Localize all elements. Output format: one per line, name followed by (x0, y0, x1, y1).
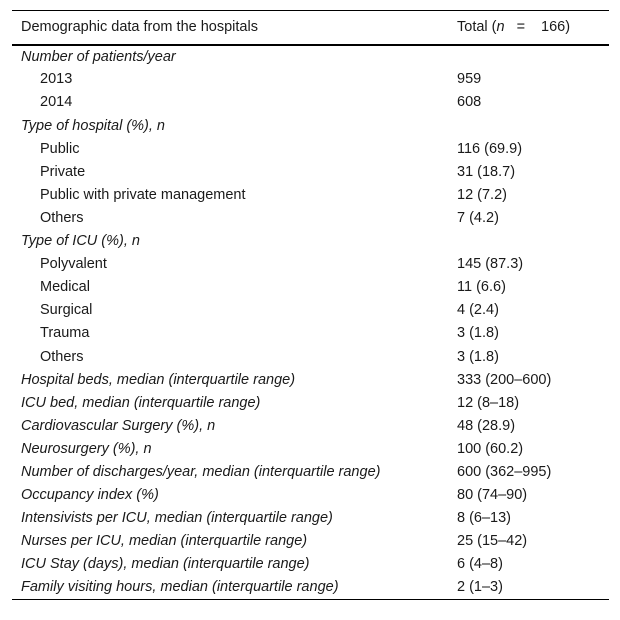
table-row (12, 576, 609, 599)
header-row (12, 11, 609, 46)
row-sublabel: Others (40, 209, 84, 226)
row-sublabel: Public (40, 140, 80, 157)
row-value: 608 (457, 94, 482, 111)
table-row (12, 553, 609, 576)
row-label: Nurses per ICU, median (interquartile range) (21, 533, 308, 550)
row-value: 80 (74–90) (457, 487, 528, 504)
row-value: 2 (1–3) (457, 579, 503, 596)
row-value: 6 (4–8) (457, 556, 503, 573)
row-value: 4 (2.4) (457, 302, 499, 319)
demographics-table-container (12, 10, 609, 600)
demographics-table (12, 10, 609, 600)
table-row (12, 322, 609, 345)
row-value: 145 (87.3) (457, 256, 524, 273)
table-row (12, 415, 609, 438)
table-body (12, 45, 609, 599)
row-sublabel: Private (40, 163, 86, 180)
row-value: 48 (28.9) (457, 417, 516, 434)
table-row (12, 137, 609, 160)
table-row (12, 530, 609, 553)
table-row (12, 45, 609, 68)
row-sublabel: Surgical (40, 302, 93, 319)
row-value (457, 45, 609, 68)
row-label: ICU Stay (days), median (interquartile range) (21, 556, 310, 573)
row-value: 959 (457, 71, 482, 88)
table-row (12, 368, 609, 391)
table-row (12, 299, 609, 322)
row-label: Type of ICU (%), n (21, 233, 140, 250)
row-value: 116 (69.9) (457, 140, 523, 157)
row-value: 25 (15–42) (457, 533, 528, 550)
row-label: Number of discharges/year, median (interquartile range) (21, 463, 381, 480)
table-row (12, 68, 609, 91)
row-label: Family visiting hours, median (interquartile range) (21, 579, 339, 596)
header-total-prefix: Total ( (457, 19, 497, 36)
header-total-equals: = (516, 19, 526, 36)
row-value: 333 (200–600) (457, 371, 552, 388)
table-row (12, 207, 609, 230)
row-value: 600 (362–995) (457, 463, 552, 480)
row-value: 3 (1.8) (457, 348, 499, 365)
row-label: Number of patients/year (21, 48, 176, 65)
row-sublabel: Public with private management (40, 186, 246, 203)
table-row (12, 160, 609, 183)
table-row (12, 507, 609, 530)
table-row (12, 276, 609, 299)
table-row (12, 438, 609, 461)
row-sublabel: 2013 (40, 71, 73, 88)
row-sublabel: Polyvalent (40, 256, 107, 273)
row-value: 12 (8–18) (457, 394, 520, 411)
row-sublabel: Others (40, 348, 84, 365)
row-label: Intensivists per ICU, median (interquartile range) (21, 510, 333, 527)
table-row (12, 230, 609, 253)
header-total-n: n (496, 19, 505, 36)
table-row (12, 391, 609, 414)
table-row (12, 91, 609, 114)
header-total-value: 166) (541, 19, 571, 36)
row-label: ICU bed, median (interquartile range) (21, 394, 261, 411)
row-sublabel: Medical (40, 279, 90, 296)
row-value: 12 (7.2) (457, 186, 507, 203)
row-label: Hospital beds, median (interquartile range) (21, 371, 296, 388)
header-label-column: Demographic data from the hospitals (21, 19, 258, 36)
row-label: Neurosurgery (%), n (21, 440, 152, 457)
table-row (12, 345, 609, 368)
row-label: Cardiovascular Surgery (%), n (21, 417, 216, 434)
row-value: 7 (4.2) (457, 209, 499, 226)
table-header (12, 11, 609, 46)
table-row (12, 461, 609, 484)
row-value: 31 (18.7) (457, 163, 516, 180)
row-value: 3 (1.8) (457, 325, 499, 342)
row-value: 100 (60.2) (457, 440, 524, 457)
table-row (12, 184, 609, 207)
row-sublabel: Trauma (40, 325, 90, 342)
row-value (457, 114, 609, 137)
table-row (12, 253, 609, 276)
row-value: 11 (6.6) (457, 279, 506, 296)
row-sublabel: 2014 (40, 94, 73, 111)
row-label: Occupancy index (%) (21, 487, 159, 504)
row-value: 8 (6–13) (457, 510, 512, 527)
row-value (457, 230, 609, 253)
table-row (12, 484, 609, 507)
header-total-column (457, 11, 609, 46)
table-row (12, 114, 609, 137)
row-label: Type of hospital (%), n (21, 117, 165, 134)
